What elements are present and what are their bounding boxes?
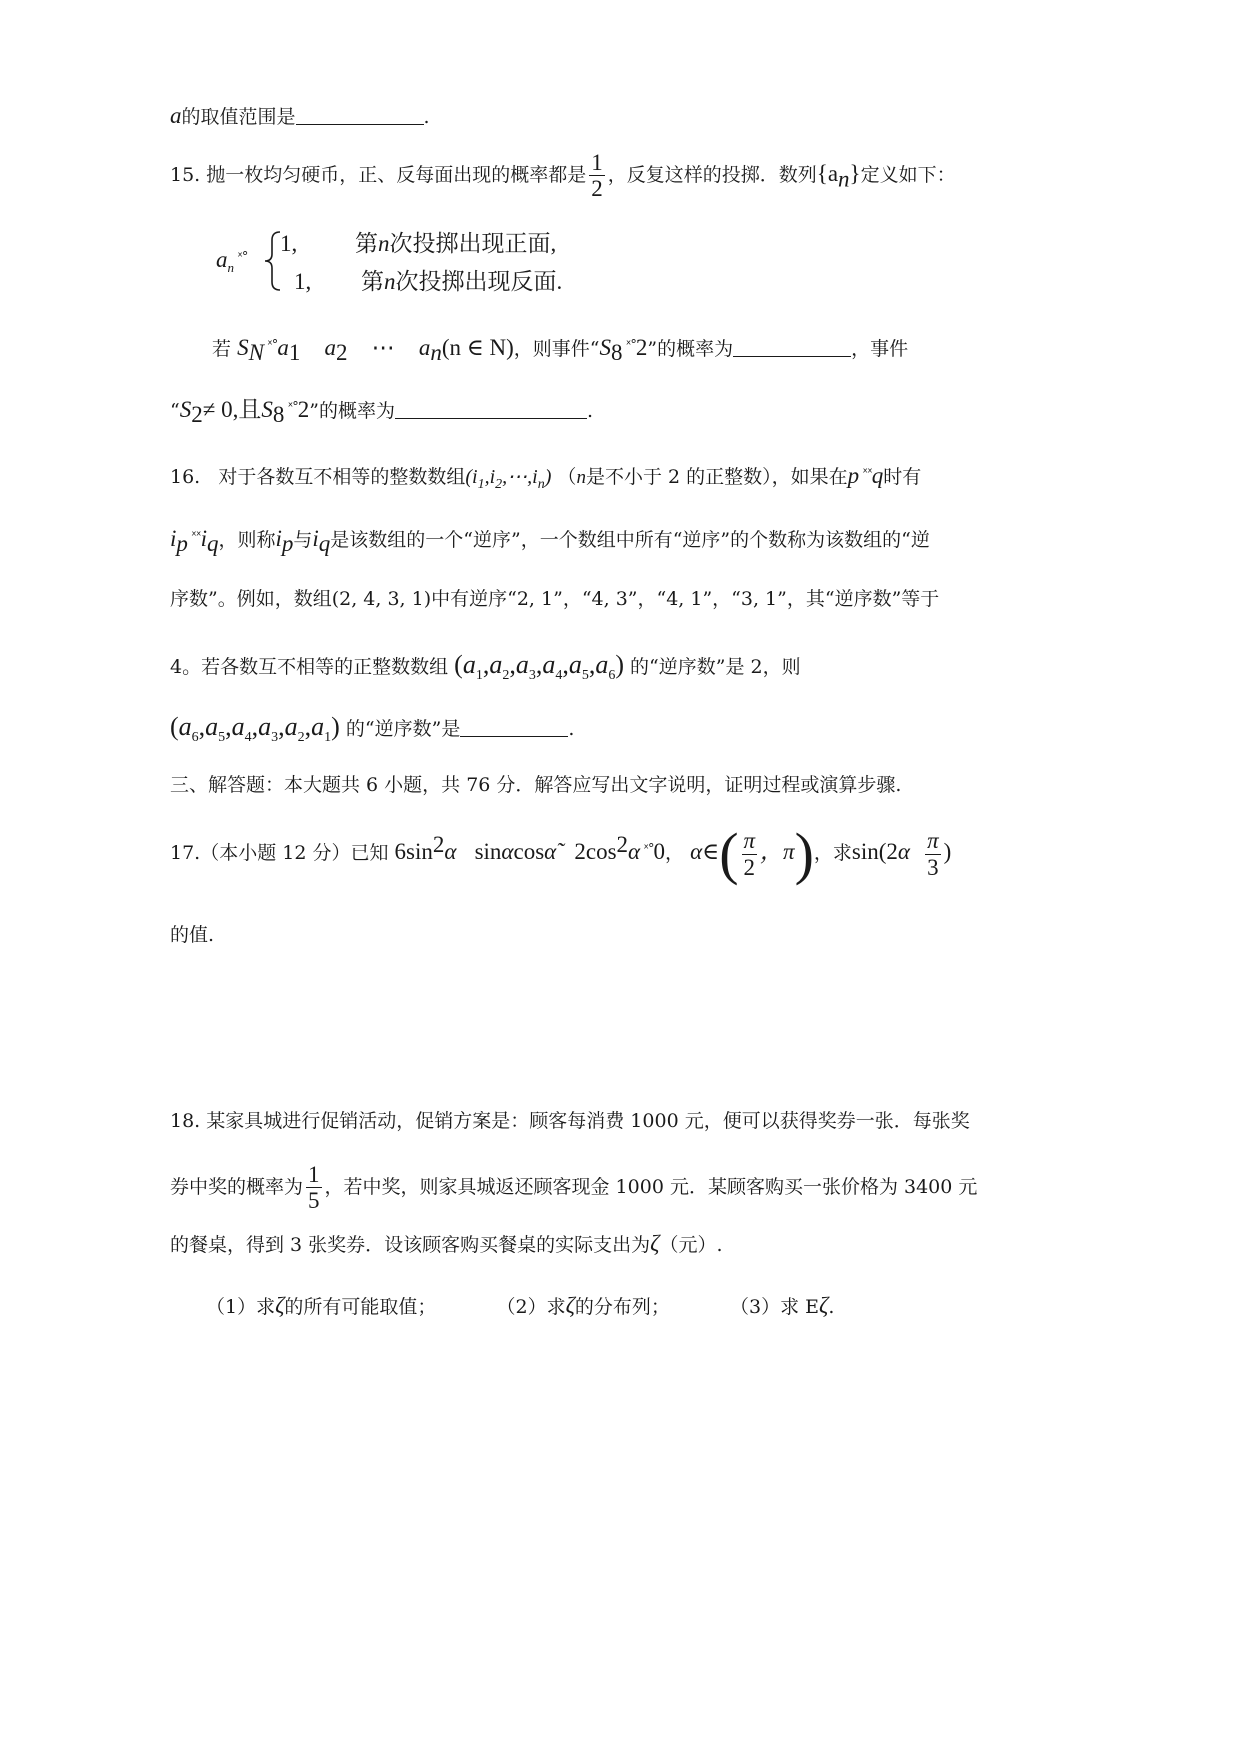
subquestion-3: （3）求 Eζ. bbox=[730, 1293, 835, 1318]
q17-line2: 的值. bbox=[170, 924, 215, 946]
fraction-half: $\frac{1}{2}$ bbox=[591, 150, 603, 202]
subquestion-1: （1）求ζ的所有可能取值； bbox=[206, 1293, 437, 1318]
question-number: 18. bbox=[170, 1110, 201, 1132]
question-number: 15. bbox=[170, 163, 201, 186]
fraction-pi-over-3: $\frac{\pi}{3}$ bbox=[927, 828, 939, 880]
q16-line3: 序数”。例如，数组(2, 4, 3, 1)中有逆序“2, 1”，“4, 3”，“4, 1”，“3, 1”，其“逆序数”等于 bbox=[170, 588, 940, 610]
q18-line3: 的餐桌，得到 3 张奖券．设该顾客购买餐桌的实际支出为ζ（元）. bbox=[170, 1231, 723, 1256]
q18-line2: 券中奖的概率为 $\frac{1}{5}$ ，若中奖，则家具城返还顾客现金 1000 元．某顾客购买一张价格为 3400 元 bbox=[170, 1162, 978, 1214]
fraction-pi-over-2: $\frac{\pi}{2}$ bbox=[743, 828, 756, 880]
answer-blank-15a bbox=[733, 338, 851, 357]
question-number: 17. bbox=[170, 842, 201, 865]
q16-line1: 16. 对于各数互不相等的整数数组$(i_1,i_2,\cdots,i_n)$ （n是不小于 2 的正整数），如果在p $^{ˣˣ}$q时有 bbox=[170, 463, 922, 492]
variable-a: a bbox=[170, 103, 182, 128]
answer-blank-16 bbox=[460, 718, 568, 737]
case-2: 1, 第n次投掷出现反面. bbox=[294, 269, 563, 294]
case-1: 1, 第n次投掷出现正面, bbox=[280, 231, 557, 256]
q17-line1: 17.（本小题 12 分）已知 $6\sin^2\alpha$ sinαcosα̃ $2\cos^2\alpha$ $^{ˣ^\circ}$0， α∈( $\frac{\pi}{2}$ ，π)，求sin(2α $\frac{\pi}{3}$ ) bbox=[170, 821, 952, 886]
sequence-a6-a1: $(a_6,a_5,a_4,a_3,a_2,a_1)$ bbox=[170, 712, 340, 746]
piecewise-lhs: $a_n$ $^{ˣ^\circ}$ bbox=[216, 247, 248, 275]
section-heading: 三、解答题：本大题共 6 小题，共 76 分．解答应写出文字说明，证明过程或演算步骤. bbox=[170, 774, 902, 796]
answer-blank-14 bbox=[296, 106, 424, 125]
q16-line4: 4。若各数互不相等的正整数数组 $(a_1,a_2,a_3,a_4,a_5,a_6)$ 的“逆序数”是 2，则 bbox=[170, 650, 801, 684]
range-text: 的取值范围是 bbox=[181, 106, 296, 128]
q15-stem: 15. 抛一枚均匀硬币，正、反每面出现的概率都是 $\frac{1}{2}$ ，反复这样的投掷．数列$\{a_n\}$定义如下： bbox=[170, 150, 956, 202]
fraction-one-fifth: $\frac{1}{5}$ bbox=[308, 1162, 320, 1214]
q15-cond-line: “$S_2\ne 0$,且$S_8$ $^{ˣ^\circ}$2”的概率为 . bbox=[170, 397, 594, 427]
subquestion-2: （2）求ζ的分布列； bbox=[496, 1293, 670, 1318]
q16-line2: $i_p$ $^{ˣˣ}i_q$，则称$i_p$与$i_q$是该数组的一个“逆序”，一个数组中所有“逆序”的个数称为该数组的“逆 bbox=[170, 526, 930, 556]
q18-subquestions bbox=[206, 1294, 834, 1317]
q16-line5: $(a_6,a_5,a_4,a_3,a_2,a_1)$ 的“逆序数”是 . bbox=[170, 712, 575, 746]
q18-line1: 18. 某家具城进行促销活动，促销方案是：顾客每消费 1000 元，便可以获得奖券一张．每张奖 bbox=[170, 1110, 970, 1132]
q15-sum-line: 若 $S_N$ $^{ˣ^\circ}a_1$ $a_2$ ⋯ $a_n(n$ ∈ N)，则事件“$S_8$ $^{ˣ^\circ}$2”的概率为 ，事件 bbox=[212, 335, 909, 365]
answer-blank-15b bbox=[395, 400, 587, 419]
question-number: 16. bbox=[170, 466, 201, 488]
q14-tail: a的取值范围是 . bbox=[170, 103, 430, 128]
sequence-a1-a6: $(a_1,a_2,a_3,a_4,a_5,a_6)$ bbox=[454, 650, 624, 684]
sequence-symbol: $\{a_n\}$ bbox=[816, 160, 861, 192]
